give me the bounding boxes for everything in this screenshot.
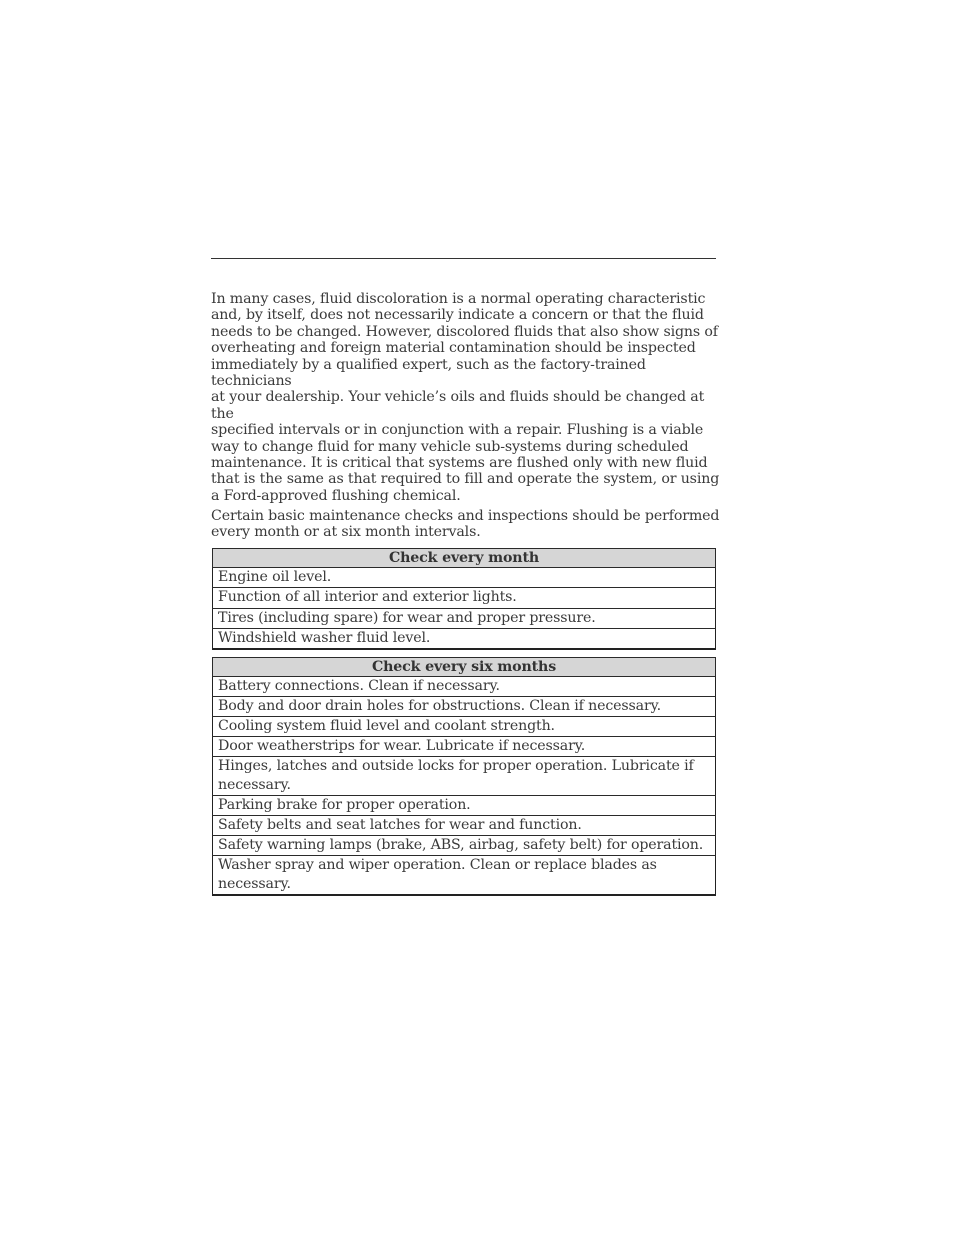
section-divider — [211, 258, 716, 259]
table-row — [213, 628, 716, 649]
table-row — [213, 836, 716, 856]
table-row — [213, 816, 716, 836]
monthly-checks-table — [212, 548, 716, 650]
maintenance-checks-paragraph: Certain basic maintenance checks and inspections should be performed every month or at six month intervals. — [211, 508, 720, 541]
six-month-checks-header: Check every six months — [213, 658, 716, 677]
table-cell: Function of all interior and exterior lights. — [213, 588, 716, 608]
fluid-discoloration-paragraph: In many cases, fluid discoloration is a normal operating characteristic and, by itself, does not necessarily indicate a concern or that the fluid needs to be changed. However, discolored fluids that also show signs of overheating and foreign material contamination should be inspected immediately by a qualified expert, such as the factory-trained technicians at your dealership. Your vehicle’s oils and fluids should be changed at the specified intervals or in conjunction with a repair. Flushing is a viable way to change fluid for many vehicle sub-systems during scheduled maintenance. It is critical that systems are flushed only with new fluid that is the same as that required to fill and operate the system, or using a Ford-approved flushing chemical. — [211, 291, 720, 504]
table-cell: Parking brake for proper operation. — [213, 796, 716, 816]
table-row — [213, 737, 716, 757]
table-cell: Battery connections. Clean if necessary. — [213, 677, 716, 697]
table-row — [213, 796, 716, 816]
table-row — [213, 856, 716, 896]
table-cell: Door weatherstrips for wear. Lubricate if necessary. — [213, 737, 716, 757]
table-cell: Body and door drain holes for obstructions. Clean if necessary. — [213, 697, 716, 717]
table-cell: Engine oil level. — [213, 568, 716, 588]
table-row — [213, 757, 716, 796]
table-cell: Safety belts and seat latches for wear and function. — [213, 816, 716, 836]
table-row — [213, 568, 716, 588]
table-row — [213, 697, 716, 717]
table-cell: Tires (including spare) for wear and proper pressure. — [213, 608, 716, 628]
table-cell: Cooling system fluid level and coolant strength. — [213, 717, 716, 737]
table-row — [213, 677, 716, 697]
table-cell: Safety warning lamps (brake, ABS, airbag, safety belt) for operation. — [213, 836, 716, 856]
table-cell: Hinges, latches and outside locks for proper operation. Lubricate if necessary. — [213, 757, 716, 796]
table-row — [213, 608, 716, 628]
monthly-checks-header: Check every month — [213, 549, 716, 568]
six-month-checks-table — [212, 657, 716, 896]
table-cell: Windshield washer fluid level. — [213, 628, 716, 649]
table-cell: Washer spray and wiper operation. Clean or replace blades as necessary. — [213, 856, 716, 896]
table-row — [213, 717, 716, 737]
table-row — [213, 588, 716, 608]
